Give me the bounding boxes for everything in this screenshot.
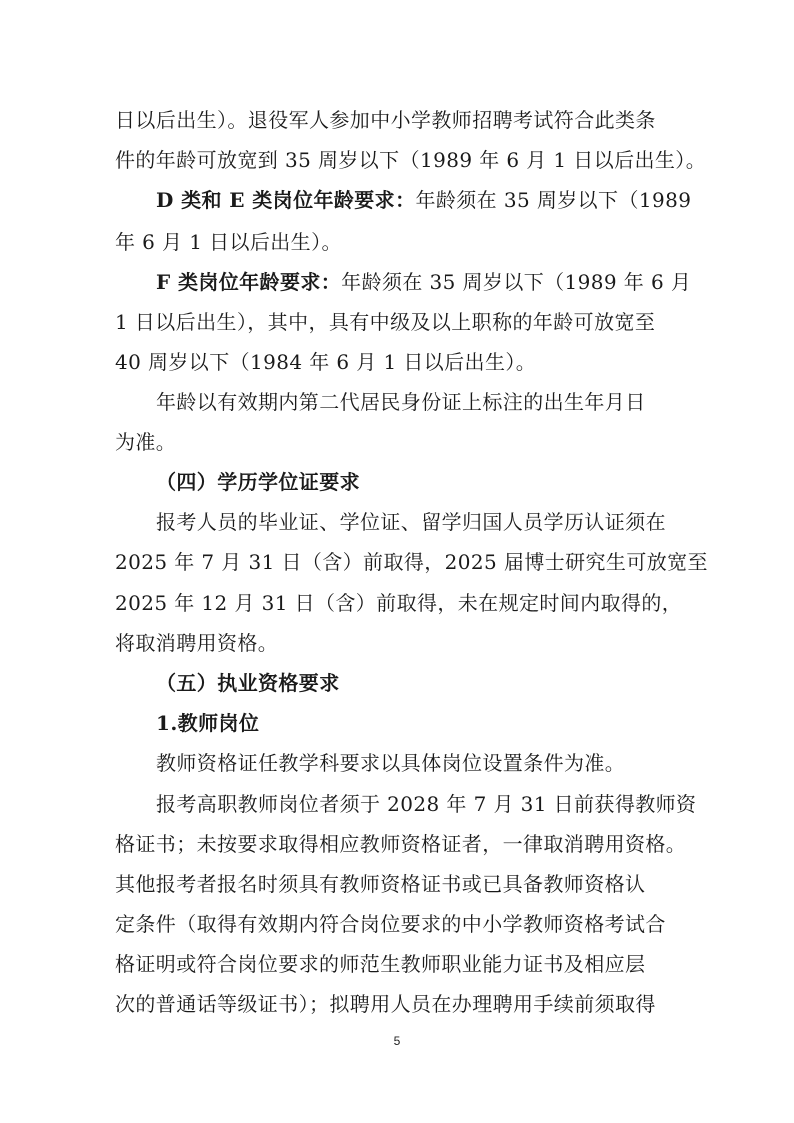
body-text-line: 2025 年 12 月 31 日（含）前取得，未在规定时间内取得的，	[115, 591, 683, 615]
body-text-line: 定条件（取得有效期内符合岗位要求的中小学教师资格考试合	[115, 912, 666, 936]
subsection-heading-teacher-post: 1.教师岗位	[156, 711, 260, 735]
body-text-span: 年龄须在 35 周岁以下（1989 年 6 月	[341, 270, 692, 294]
body-text-line: 2025 年 7 月 31 日（含）前取得，2025 届博士研究生可放宽至	[115, 550, 708, 574]
body-text-line: 1 日以后出生），其中，具有中级及以上职称的年龄可放宽至	[115, 310, 656, 334]
section-heading-qualification: （五）执业资格要求	[156, 671, 340, 695]
body-text-line: 报考高职教师岗位者须于 2028 年 7 月 31 日前获得教师资	[156, 792, 697, 816]
body-text-line: 件的年龄可放宽到 35 周岁以下（1989 年 6 月 1 日以后出生）。	[115, 148, 707, 172]
body-text-line: 格证书；未按要求取得相应教师资格证者，一律取消聘用资格。	[115, 832, 687, 856]
inline-heading-f-age: F 类岗位年龄要求：	[156, 270, 342, 294]
body-text-line: 年龄以有效期内第二代居民身份证上标注的出生年月日	[156, 390, 646, 414]
paragraph-d-e-age	[0, 187, 794, 213]
page-number: 5	[393, 1034, 401, 1048]
section-heading-education: （四）学历学位证要求	[156, 470, 360, 494]
body-text-line: 将取消聘用资格。	[115, 631, 279, 655]
body-text-line: 报考人员的毕业证、学位证、留学归国人员学历认证须在	[156, 510, 666, 534]
body-text-line: 为准。	[115, 430, 177, 454]
body-text-line: 年 6 月 1 日以后出生）。	[115, 230, 342, 254]
body-text-line: 教师资格证任教学科要求以具体岗位设置条件为准。	[156, 751, 626, 775]
inline-heading-d-e-age: D 类和 E 类岗位年龄要求：	[156, 188, 416, 212]
body-text-line: 其他报考者报名时须具有教师资格证书或已具备教师资格认	[115, 872, 646, 896]
body-text-span: 年龄须在 35 周岁以下（1989	[415, 188, 692, 212]
body-text-line: 40 周岁以下（1984 年 6 月 1 日以后出生）。	[115, 350, 537, 374]
body-text-line: 格证明或符合岗位要求的师范生教师职业能力证书及相应层	[115, 952, 646, 976]
paragraph-f-age	[0, 269, 794, 295]
body-text-line: 日以后出生）。退役军人参加中小学教师招聘考试符合此类条	[115, 108, 656, 132]
body-text-line: 次的普通话等级证书）；拟聘用人员在办理聘用手续前须取得	[115, 992, 656, 1016]
